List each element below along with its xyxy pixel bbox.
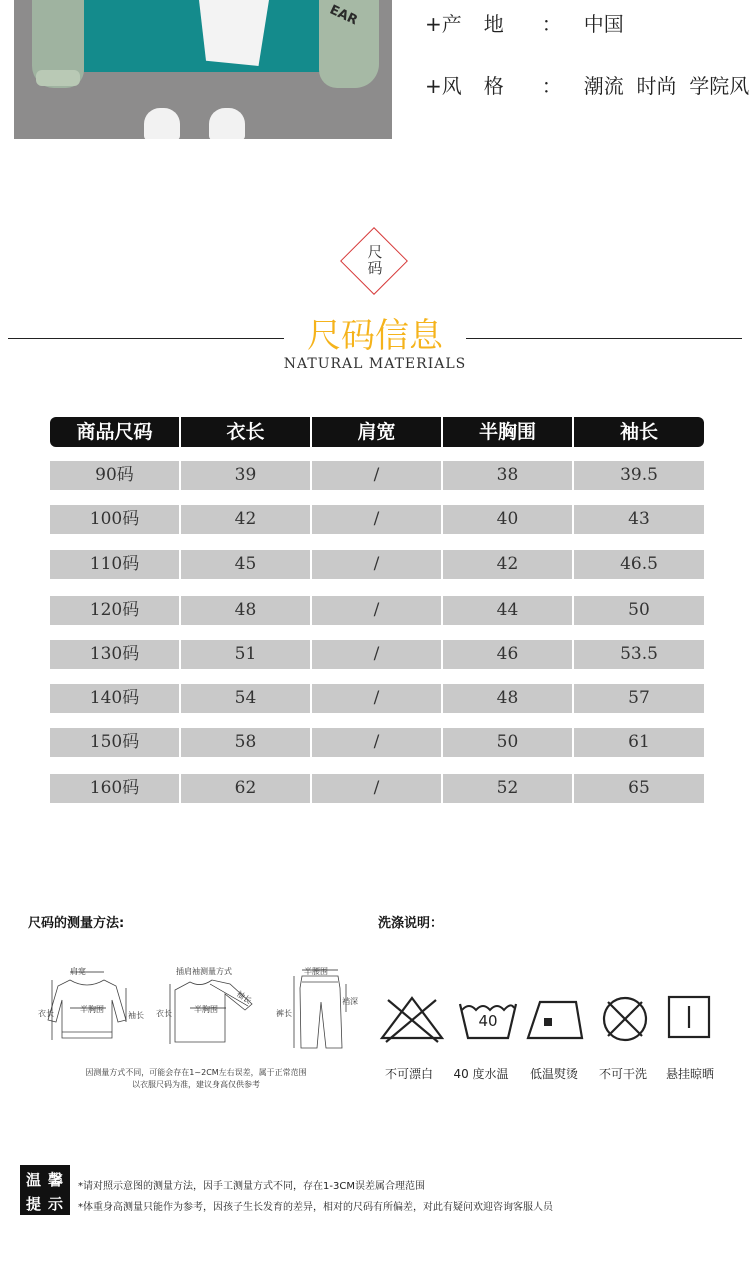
section-subtitle: NATURAL MATERIALS	[283, 356, 467, 372]
table-cell: /	[373, 509, 380, 529]
table-cell: 90码	[95, 465, 134, 485]
table-cell: /	[373, 688, 380, 708]
table-cell: /	[373, 778, 380, 798]
wash-label-hang-dry: 悬挂晾晒	[665, 1067, 714, 1081]
table-header-cell: 商品尺码	[76, 421, 153, 443]
table-header-cell: 衣长	[226, 421, 265, 443]
table-cell: 39	[234, 465, 257, 485]
label-chest-2: 半胸围	[194, 1005, 218, 1014]
attribute-value: 中国	[583, 12, 624, 36]
attribute-value: 潮流 时尚 学院风	[583, 74, 750, 98]
table-header-cell: 袖长	[619, 421, 658, 443]
table-cell: 110码	[89, 554, 140, 574]
table-cell: 48	[234, 600, 257, 620]
label-length: 衣长	[38, 1009, 54, 1018]
table-cell: 48	[496, 688, 519, 708]
table-header-separator	[179, 417, 181, 447]
attribute-key: 风格	[441, 74, 526, 98]
table-cell: 40	[496, 509, 519, 529]
table-cell: 46	[496, 644, 519, 664]
table-cell: 42	[496, 554, 519, 574]
measure-note-1: 因测量方式不同，可能会存在1~2CM左右误差，属于正常范围	[85, 1068, 307, 1077]
table-cell: 62	[234, 778, 257, 798]
jacket-left-cuff	[36, 70, 80, 86]
wash-label-temp: 40 度水温	[453, 1067, 509, 1081]
attribute-key: 产地	[441, 12, 526, 36]
tip-line-1: *请对照示意图的测量方法，因手工测量方式不同，存在1-3CM误差属合理范围	[78, 1181, 425, 1192]
table-cell: 51	[234, 644, 257, 664]
table-cell: 52	[496, 778, 519, 798]
wash-label-no-bleach: 不可漂白	[384, 1067, 433, 1081]
attribute-origin: +产地 ： 中国	[425, 8, 624, 37]
wash-label-dry-clean: 不可干洗	[598, 1067, 647, 1081]
section-title: 尺码信息	[307, 316, 443, 356]
left-shoe	[144, 108, 180, 139]
wash-heading: 洗涤说明：	[378, 916, 444, 931]
label-shoulder: 肩宽	[70, 967, 86, 976]
table-cell: 50	[496, 732, 519, 752]
hang-dry-icon	[666, 994, 712, 1040]
label-waist: 半腰围	[304, 967, 328, 976]
table-cell: 38	[496, 465, 519, 485]
label-sleeve: 袖长	[128, 1011, 144, 1020]
table-cell: 50	[628, 600, 650, 620]
tips-badge: 温 馨 提 示	[20, 1165, 70, 1215]
table-cell: 58	[234, 732, 257, 752]
table-cell: 120码	[89, 600, 140, 620]
product-photo	[14, 0, 392, 139]
wash-temp-value: 40	[478, 1012, 498, 1030]
jacket-right-sleeve	[319, 0, 379, 88]
low-iron-icon	[524, 994, 590, 1044]
label-length-2: 衣长	[156, 1009, 172, 1018]
table-cell: 39.5	[620, 465, 658, 485]
table-cell: /	[373, 644, 380, 664]
right-shoe	[209, 108, 245, 139]
table-cell: 43	[628, 509, 650, 529]
table-cell: 61	[628, 732, 650, 752]
table-cell: 54	[234, 688, 257, 708]
table-cell: /	[373, 554, 380, 574]
measure-note-2: 以衣服尺码为准，建议身高仅供参考	[132, 1080, 260, 1089]
table-cell: 130码	[89, 644, 140, 664]
table-cell: 42	[234, 509, 257, 529]
table-cell: 140码	[89, 688, 140, 708]
no-bleach-icon	[378, 994, 446, 1044]
table-cell: 45	[234, 554, 257, 574]
table-header-separator	[572, 417, 574, 447]
size-badge: 尺 码	[367, 243, 383, 277]
label-pants-length: 裤长	[276, 1009, 292, 1018]
table-cell: 44	[496, 600, 519, 620]
attribute-style: +风格 ： 潮流 时尚 学院风	[425, 70, 749, 99]
label-crotch: 裆深	[342, 997, 358, 1006]
sleeve-print-text: EAR	[327, 2, 360, 29]
inner-shirt	[199, 0, 269, 66]
no-dry-clean-icon	[600, 994, 650, 1044]
tip-line-2: *体重身高测量只能作为参考，因孩子生长发育的差异，相对的尺码有所偏差，对此有疑问欢迎咨询客服人员	[78, 1202, 553, 1213]
divider-left	[8, 338, 284, 339]
label-chest: 半胸围	[80, 1005, 104, 1014]
table-cell: /	[373, 465, 380, 485]
table-cell: /	[373, 732, 380, 752]
table-header-cell: 肩宽	[357, 421, 396, 443]
table-cell: 100码	[89, 509, 140, 529]
table-cell: 46.5	[620, 554, 658, 574]
table-cell: 65	[628, 778, 650, 798]
table-cell: /	[373, 600, 380, 620]
table-cell: 160码	[89, 778, 140, 798]
label-sleeve-2: 袖长	[234, 989, 254, 1006]
measure-heading: 尺码的测量方法:	[28, 916, 125, 931]
wash-label-iron: 低温熨烫	[529, 1067, 578, 1081]
divider-right	[466, 338, 742, 339]
table-cell: 150码	[89, 732, 140, 752]
table-header-separator	[310, 417, 312, 447]
pants-outline	[300, 976, 342, 1048]
table-header-cell: 半胸围	[478, 421, 536, 443]
table-cell: 53.5	[620, 644, 658, 664]
label-raglan: 插肩袖测量方式	[176, 967, 232, 976]
table-cell: 57	[628, 688, 650, 708]
table-header-separator	[441, 417, 443, 447]
